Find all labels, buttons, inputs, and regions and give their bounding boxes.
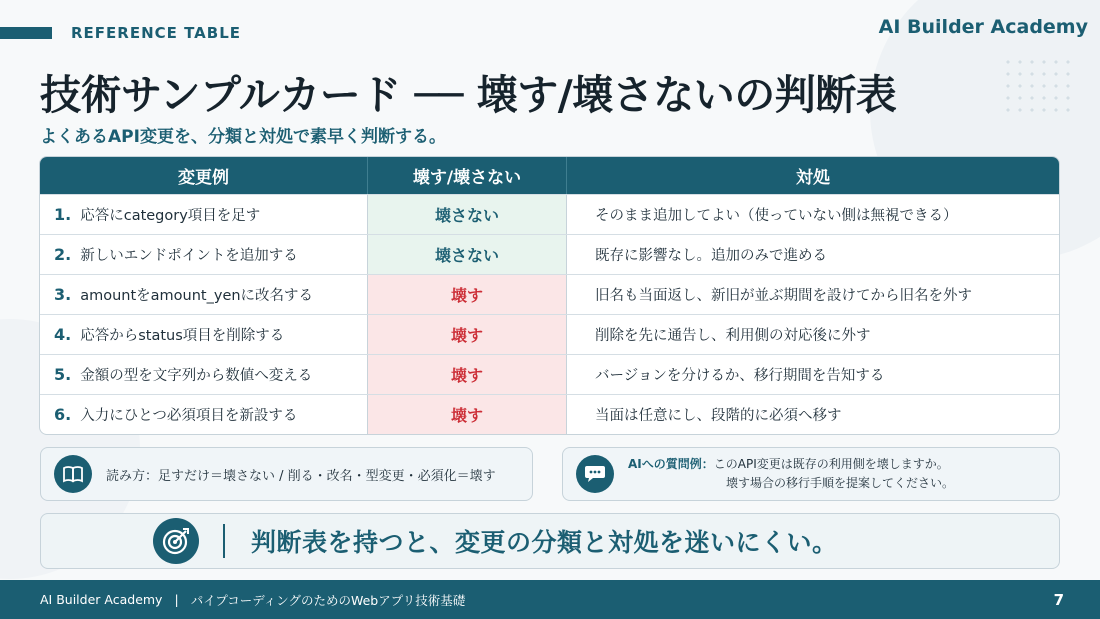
verdict-cell: 壊す: [367, 395, 566, 434]
table-header: [40, 157, 1059, 194]
ai-question-label: AIへの質問例：: [628, 457, 714, 471]
brand-logo-text: AI Builder Academy: [878, 16, 1088, 38]
callout-text: 判断表を持つと、変更の分類と対処を迷いにくい。: [251, 528, 838, 557]
verdict-cell: 壊す: [367, 355, 566, 394]
header-change-example: 変更例: [178, 168, 229, 188]
verdict-cell: 壊す: [367, 275, 566, 314]
page-subtitle: よくあるAPI変更を、分類と対処で素早く判断する。: [40, 127, 446, 147]
action-cell: バージョンを分けるか、移行期間を告知する: [566, 355, 1059, 394]
book-icon: [54, 455, 92, 493]
dot-pattern: [1002, 56, 1072, 116]
header-action: 対処: [566, 157, 1059, 194]
row-number: 2.: [54, 245, 72, 264]
accent-bar: [0, 27, 52, 39]
change-text: 応答にcategory項目を足す: [80, 208, 261, 224]
change-cell: [40, 235, 367, 274]
table-row: [40, 234, 1059, 274]
change-cell: [40, 315, 367, 354]
change-cell: [40, 195, 367, 234]
page-title: 技術サンプルカード ── 壊す/壊さないの判断表: [40, 71, 897, 119]
table-row: [40, 194, 1059, 234]
row-number: 3.: [54, 285, 72, 304]
page-number: 7: [1053, 590, 1064, 609]
row-number: 5.: [54, 365, 72, 384]
reading-guide-box: [40, 447, 533, 501]
ai-question-line2: 壊す場合の移行手順を提案してください。: [726, 476, 955, 490]
row-number: 4.: [54, 325, 72, 344]
action-cell: 当面は任意にし、段階的に必須へ移す: [566, 395, 1059, 434]
action-cell: そのまま追加してよい（使っていない側は無視できる）: [566, 195, 1059, 234]
row-number: 6.: [54, 405, 72, 424]
ai-question-text: [628, 455, 954, 493]
change-cell: [40, 395, 367, 434]
change-text: 金額の型を文字列から数値へ変える: [80, 368, 313, 384]
change-text: 入力にひとつ必須項目を新設する: [80, 408, 298, 424]
reading-guide-text: 読み方：足すだけ＝壊さない / 削る・改名・型変更・必須化＝壊す: [106, 468, 496, 484]
change-cell: [40, 275, 367, 314]
action-cell: 削除を先に通告し、利用側の対応後に外す: [566, 315, 1059, 354]
action-cell: 旧名も当面返し、新旧が並ぶ期間を設けてから旧名を外す: [566, 275, 1059, 314]
action-cell: 既存に影響なし。追加のみで進める: [566, 235, 1059, 274]
target-icon: [153, 518, 199, 564]
row-number: 1.: [54, 205, 72, 224]
footer-separator: |: [174, 592, 179, 607]
footer-course: パイプコーディングのためのWebアプリ技術基礎: [190, 592, 466, 608]
ai-question-box: [562, 447, 1060, 501]
change-text: 応答からstatus項目を削除する: [80, 328, 285, 344]
ai-question-line1: このAPI変更は既存の利用側を壊しますか。: [713, 457, 949, 471]
verdict-cell: 壊す: [367, 315, 566, 354]
table-row: [40, 314, 1059, 354]
table-row: [40, 354, 1059, 394]
judgement-table: [39, 156, 1060, 435]
verdict-cell: 壊さない: [367, 195, 566, 234]
footer-brand: AI Builder Academy: [40, 592, 163, 607]
key-takeaway-callout: [40, 513, 1060, 569]
section-label: REFERENCE TABLE: [71, 24, 242, 42]
footer: [0, 580, 1100, 619]
table-row: [40, 274, 1059, 314]
header-verdict: 壊す/壊さない: [367, 157, 566, 194]
change-text: amountをamount_yenに改名する: [80, 288, 314, 304]
chat-bubble-icon: [576, 455, 614, 493]
callout-divider: [223, 524, 225, 558]
verdict-cell: 壊さない: [367, 235, 566, 274]
table-row: [40, 394, 1059, 434]
change-cell: [40, 355, 367, 394]
change-text: 新しいエンドポイントを追加する: [80, 248, 298, 264]
